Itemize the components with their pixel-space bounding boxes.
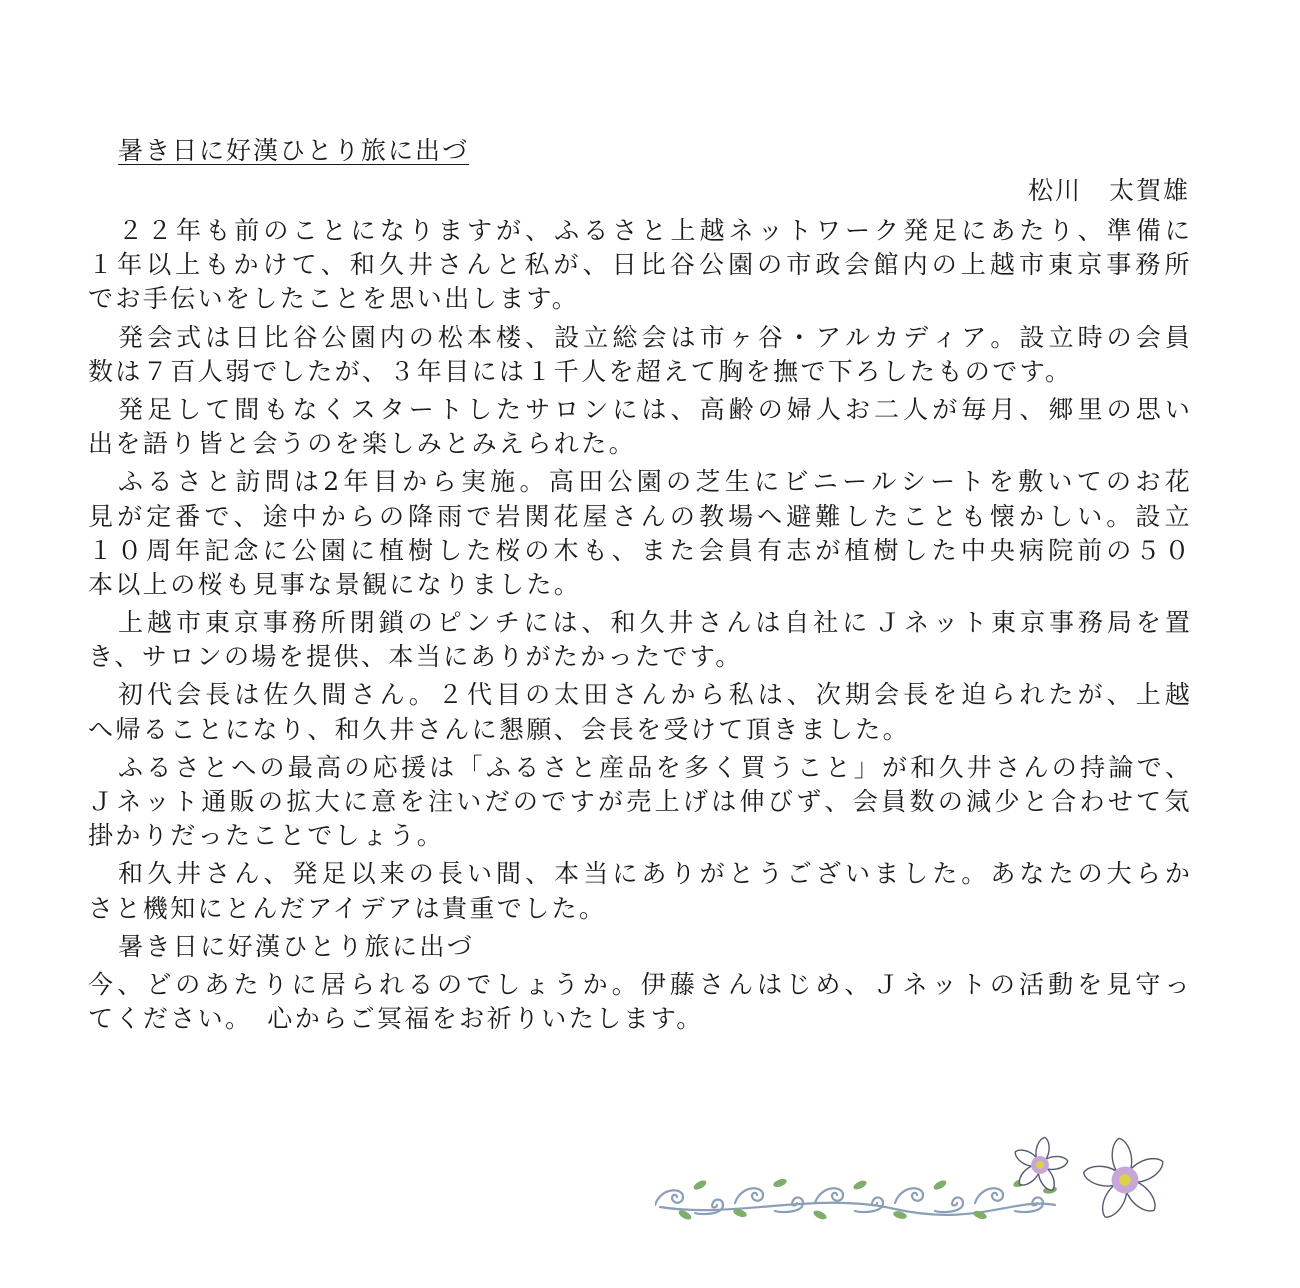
text-line: ふ る さ と 訪 問 は 2 年 目 か ら 実 施 。 高 田 公 園 の 芝 生 に ビ ニ ー ル シ ー ト を 敷 い て の お 花 bbox=[118, 467, 1190, 497]
text-line: 発 会 式 は 日 比 谷 公 園 内 の 松 本 楼 、 設 立 総 会 は 市 ヶ 谷 ・ ア ル カ デ ィ ア 。 設 立 時 の 会 員 bbox=[118, 322, 1190, 352]
article-title: 暑き日に好漢ひとり旅に出づ bbox=[118, 136, 470, 165]
text-line: 掛かりだったことでしょう。 bbox=[88, 821, 445, 851]
text-line: 暑き日に好漢ひとり旅に出づ bbox=[118, 931, 475, 961]
text-line: 本以上の桜も見事な景観になりました。 bbox=[88, 569, 582, 599]
text-line: 見 が 定 番 で 、 途 中 か ら の 降 雨 で 岩 関 花 屋 さ ん の 教 場 へ 避 難 し た こ と も 懐 か し い 。 設 立 bbox=[88, 501, 1190, 531]
text-line: 発 足 し て 間 も な く ス タ ー ト し た サ ロ ン に は 、 高 齢 の 婦 人 お 二 人 が 毎 月 、 郷 里 の 思 い bbox=[118, 394, 1190, 424]
text-line: へ帰ることになり、和久井さんに懇願、会長を受けて頂きました。 bbox=[88, 714, 911, 744]
text-line: き、サロンの場を提供、本当にありがたかったです。 bbox=[88, 642, 743, 672]
text-line: 出を語り皆と会うのを楽しみとみえられた。 bbox=[88, 429, 637, 459]
text-line: Ｊ ネ ッ ト 通 販 の 拡 大 に 意 を 注 い だ の で す が 売 上 げ は 伸 び ず 、 会 員 数 の 減 少 と 合 わ せ て 気 bbox=[88, 787, 1190, 816]
text-line: ２ ２ 年 も 前 の こ と に な り ま す が 、 ふ る さ と 上 越 ネ ッ ト ワ ー ク 発 足 に あ た り 、 準 備 に bbox=[118, 216, 1190, 245]
text-line: 上 越 市 東 京 事 務 所 閉 鎖 の ピ ン チ に は 、 和 久 井 さ ん は 自 社 に Ｊ ネ ッ ト 東 京 事 務 局 を 置 bbox=[118, 608, 1190, 638]
text-line: さと機知にとんだアイデアは貴重でした。 bbox=[88, 893, 607, 923]
text-line: 数は７百人弱でしたが、３年目には１千人を超えて胸を撫で下ろしたものです。 bbox=[88, 356, 1073, 386]
author-name: 松川 太賀雄 bbox=[1027, 176, 1190, 205]
text-line: てください。 心からご冥福をお祈りいたします。 bbox=[88, 1004, 704, 1034]
flower-vine-icon bbox=[655, 1135, 1200, 1235]
text-line: 今 、 ど の あ た り に 居 ら れ る の で し ょ う か 。 伊 藤 さ ん は じ め 、 Ｊ ネ ッ ト の 活 動 を 見 守 っ bbox=[88, 969, 1190, 999]
text-line: ふ る さ と へ の 最 高 の 応 援 は 「 ふ る さ と 産 品 を 多 く 買 う こ と 」 が 和 久 井 さ ん の 持 論 で 、 bbox=[118, 752, 1190, 782]
text-line: 初 代 会 長 は 佐 久 間 さ ん 。 ２ 代 目 の 太 田 さ ん か ら 私 は 、 次 期 会 長 を 迫 ら れ た が 、 上 越 bbox=[118, 680, 1190, 710]
text-line: １ ０ 周 年 記 念 に 公 園 に 植 樹 し た 桜 の 木 も 、 ま た 会 員 有 志 が 植 樹 し た 中 央 病 院 前 の ５ ０ bbox=[88, 535, 1190, 565]
text-line: でお手伝いをしたことを思い出します。 bbox=[88, 284, 580, 314]
article-body bbox=[88, 214, 1190, 1036]
text-line: １ 年 以 上 も か け て 、 和 久 井 さ ん と 私 が 、 日 比 谷 公 園 の 市 政 会 館 内 の 上 越 市 東 京 事 務 所 bbox=[88, 250, 1190, 280]
text-line: 和 久 井 さ ん 、 発 足 以 来 の 長 い 間 、 本 当 に あ り が と う ご ざ い ま し た 。 あ な た の 大 ら か bbox=[118, 859, 1190, 889]
